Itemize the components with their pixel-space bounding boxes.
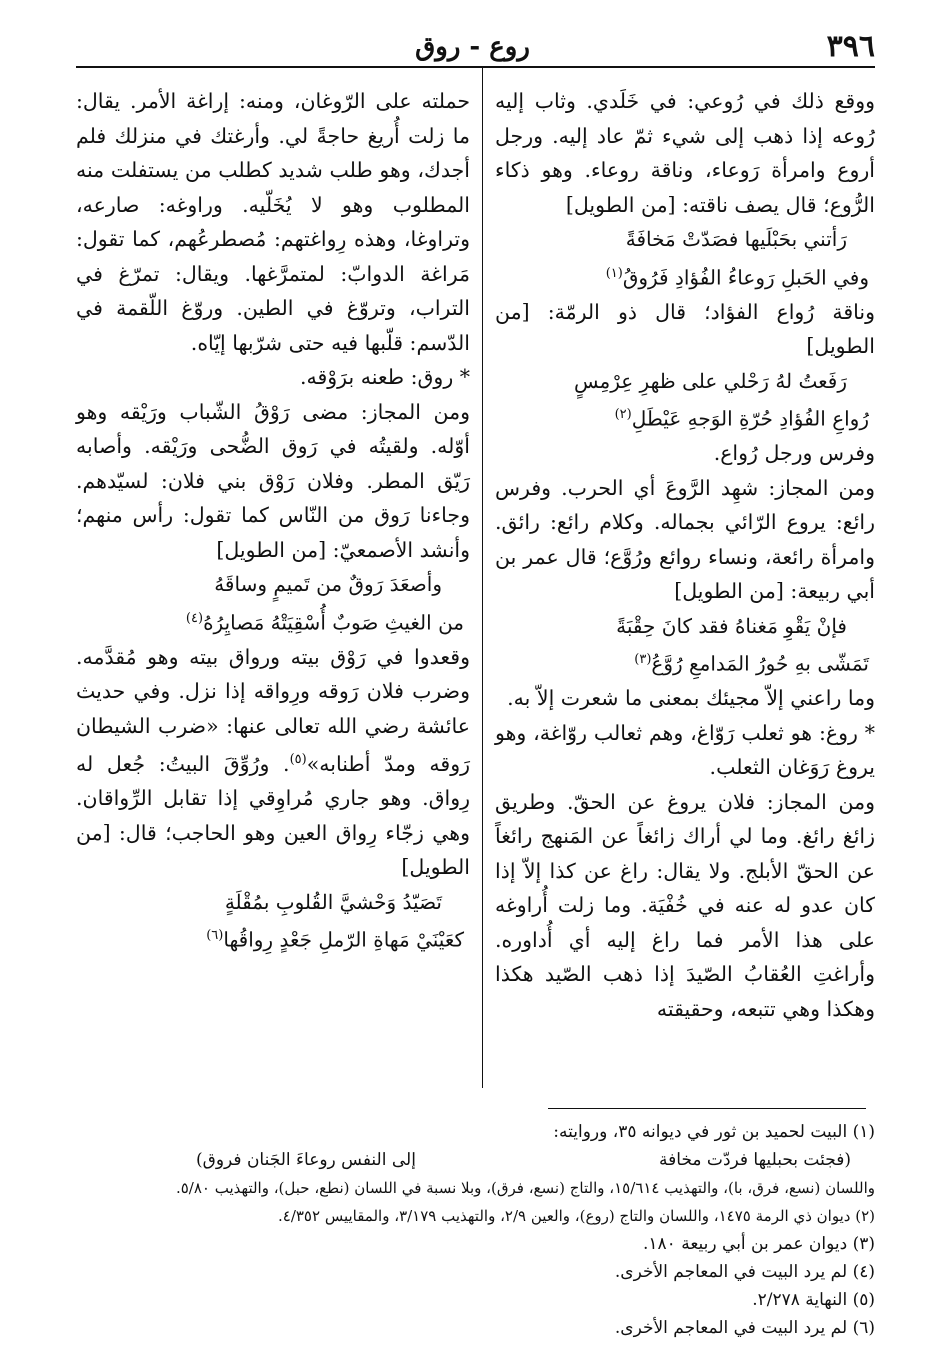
footnote-marker: (٢) <box>614 407 632 423</box>
left-column <box>76 84 470 958</box>
verse-line <box>495 643 875 681</box>
paragraph-text: وقعدوا في رَوْق بيته ورواق بيته وهو مُقدَّمه. وضرب فلان رَوقه ورِواقه إذا نزل. وفي حديث عائشة رضي الله تعالى عنها: «ضرب الشيطان رَوقه ومدّ أطنابه» <box>76 644 470 776</box>
footnote-2: (٢) ديوان ذي الرمة ١٤٧٥، واللسان والتاج (روع)، والعين ٢/٩، والتهذيب ٣/١٧٩، والمقاييس ٤/٣٥٢. <box>277 1207 875 1225</box>
footnote-verse-half: إلى النفس روعاءَ الجَنان فروق) <box>196 1150 416 1170</box>
paragraph: وناقة رُواع الفؤاد؛ قال ذو الرمّة: [من الطويل] <box>495 299 875 359</box>
footnote-5: (٥) النهاية ٢/٢٧٨. <box>752 1290 875 1310</box>
column-divider <box>482 68 483 1088</box>
paragraph: وفرس ورجل رُواع. <box>713 441 875 466</box>
footnote-marker: (٦) <box>206 928 224 944</box>
page-number: ٣٩٦ <box>826 29 875 64</box>
verse-text: وفي الحَبلِ رَوعاءُ الفُؤادِ فَرُوقُ <box>622 265 869 290</box>
verse-text: كعَيْنَيْ مَهاةِ الرّملِ جَعْدٍ رِواقُها <box>223 928 464 953</box>
footnote-4: (٤) لم يرد البيت في المعاجم الأخرى. <box>614 1262 875 1282</box>
verse-text: تَمَشّى بهِ حُورُ المَدامعِ رُوَّعُ <box>651 651 869 676</box>
paragraph-text: . ورُوِّقَ البيتُ: جُعل له رِواق. وهو جاري مُراوِقي إذا تقابل الرِّواقان. وهي زجّاء رِواق العين وهو الحاجب؛ قال: [من الطويل] <box>76 751 470 880</box>
page-header <box>70 28 875 66</box>
verse-line: فإنْ يَقْوِ مَغناهُ فقد كانَ حِقْبَةً <box>616 613 847 638</box>
footnote-marker: (٥) <box>289 752 307 768</box>
verse-line: تَصَيّدُ وَحْشيَّ القُلوبِ بمُقْلَةٍ <box>224 889 442 914</box>
paragraph: حملته على الرّوغان، ومنه: إراغة الأمر. يقال: ما زلت أُريغ حاجةً لي. وأرغتك في منزلك فلم أجدك، وهو طلب شديد كطلب من يستفلت منه المطلوب وهو لا يُخَلّيه. وراوغه: صارعه، وتراوغا، وهذه رِواغتهم: مُصطرعُهم، كما تقول: مَراغة الدوابّ: لمتمرَّغها. ويقال: تمرّغ في التراب، وتروّغ في الطين. وروّغ اللّقمة في الدّسم: قلّبها فيه حتى شرّبها إيّاه. <box>76 89 470 355</box>
paragraph <box>76 640 470 885</box>
verse-line <box>76 919 470 957</box>
paragraph: ووقع ذلك في رُوعي: في خَلَدي. وثاب إليه رُوعه إذا ذهب إلى شيء ثمّ عاد إليه. ورجل أروع وامرأة رَوعاء، وناقة روعاء. وهو ذكاء الرُّوع؛ قال يصف ناقته: [من الطويل] <box>495 89 875 217</box>
footnote-1-refs: واللسان (نسع، فرق، با)، والتهذيب ١٥/٦١٤، والتاج (نسع، فرق)، وبلا نسبة في اللسان (نطع، حبل)، والتهذيب ٥/٨٠. <box>175 1179 875 1197</box>
verse-text: من الغيثِ صَوبٌ أُسْقِيَتْهُ مَصايِرُهُ <box>203 610 464 635</box>
footnote-marker: (٣) <box>634 652 652 668</box>
footnote-6: (٦) لم يرد البيت في المعاجم الأخرى. <box>614 1318 875 1338</box>
running-title: روع - روق <box>415 32 530 62</box>
verse-line: رَفَعتُ لهُ رَحْلي على ظهرِ عِرْمِسٍ <box>574 368 847 393</box>
footnote-verse-half: (فجئت بحبليها فردّت مخافة <box>659 1150 851 1170</box>
paragraph: ومن المجاز: مضى رَوْقُ الشّباب ورَيْقه وهو أوّله. ولقيتُه في رَوق الضُّحى ورَيْقه. وأصابه رَيّق المطر. وفلان رَوْق بني فلان: لسيّدهم. وجاءنا رَوق من النّاس كما تقول: رأس منهم؛ وأنشد الأصمعيّ: [من الطويل] <box>76 399 470 562</box>
footnote-marker: (٤) <box>185 610 204 626</box>
paragraph: ومن المجاز: شهِد الرَّوعَ أي الحرب. وفرس رائع: يروع الرّائي بجماله. وكلام رائع: رائق. وامرأة رائعة، ونساء روائع ورُوَّع؛ قال عمر بن أبي ربيعة: [من الطويل] <box>495 475 875 604</box>
footnotes <box>76 1118 875 1342</box>
verse-text: رُواعِ الفُؤادِ حُرّةِ الوَجهِ عَيْطَلِ <box>631 406 869 431</box>
footnote-marker: (١) <box>605 265 623 281</box>
verse-line <box>76 602 470 640</box>
entry-roghe: * روغ: هو ثعلب رَوّاغ، وهم ثعالب روّاغة، وهو يروغ رَوَغان الثعلب. <box>495 720 875 780</box>
verse-line <box>495 257 875 295</box>
footnote-rule <box>548 1108 866 1109</box>
verse-line <box>495 398 875 436</box>
verse-line: رَأتني بحَبْلَيها فصَدّتْ مَخافَةً <box>625 227 847 251</box>
footnote-3: (٣) ديوان عمر بن أبي ربيعة ١٨٠. <box>643 1234 875 1254</box>
footnote-1-verse <box>76 1146 875 1174</box>
header-rule <box>76 66 875 68</box>
footnote-1: (١) البيت لحميد بن ثور في ديوانه ٣٥، وروايته: <box>553 1122 875 1142</box>
right-column <box>495 84 875 1026</box>
paragraph: وما راعني إلاّ مجيئك بمعنى ما شعرت إلاّ به. <box>507 686 875 711</box>
verse-line: وأصعَدَ رَوقٌ من تَميمٍ وساقَهُ <box>214 572 442 596</box>
entry-rawq: * روق: طعنه برَوْقه. <box>299 365 470 389</box>
paragraph: ومن المجاز: فلان يروغ عن الحقّ. وطريق زائغ رائغ. وما لي أراك زائغاً عن المَنهج رائغاً عن الحقّ الأبلج. ولا يقال: راغ عن كذا إلاّ إذا كان عدو له عنه في خُفْيَة. وما زلت أُراوغه على هذا الأمر فما راغ إليه أي أُداوره. وأراغتِ العُقابُ الصّيدَ إذا ذهب الصّيد هكذا وهكذا وهي تتبعه، وحقيقته <box>495 789 875 1021</box>
